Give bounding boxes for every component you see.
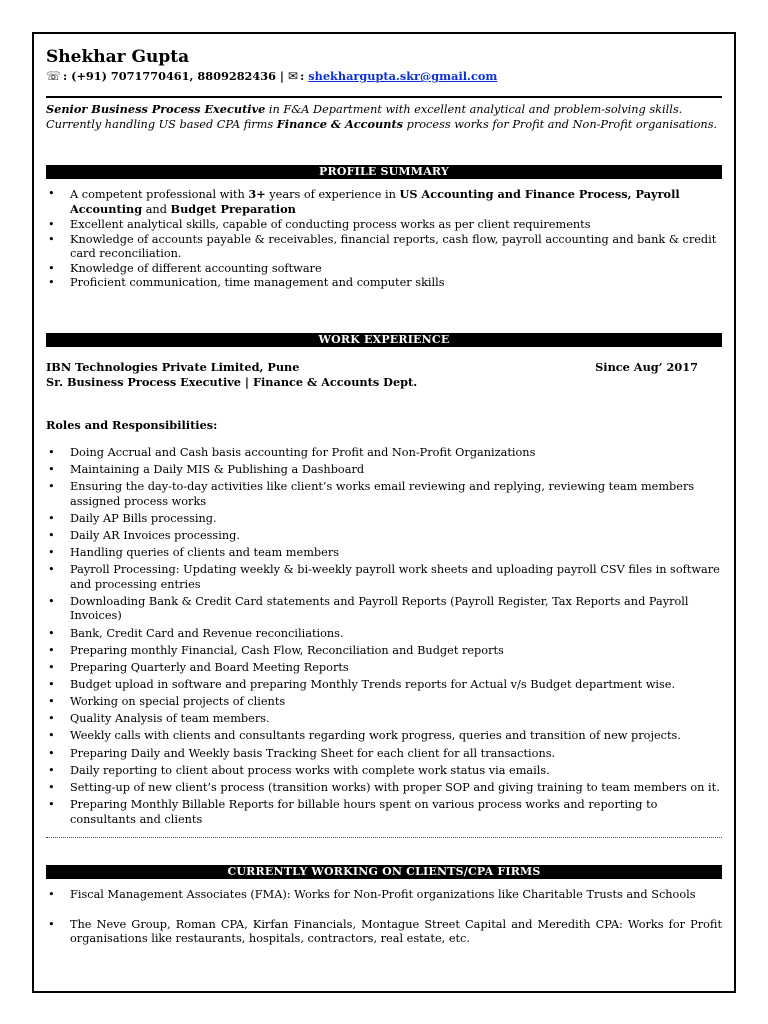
list-item: • A competent professional with 3+ years of experience in US Accounting and Finance Process, Payroll Accounting and Budget Preparation xyxy=(46,187,722,218)
section-divider xyxy=(46,837,722,838)
envelope-icon: ✉ xyxy=(288,69,299,83)
list-item: • Knowledge of different accounting software xyxy=(46,262,722,277)
profile-summary-list xyxy=(46,187,722,291)
job-header xyxy=(46,360,722,375)
list-item: • The Neve Group, Roman CPA, Kirfan Financials, Montague Street Capital and Meredith CPA: Works for Profit organisations like restaurants, hospitals, contractors, real estate, etc. xyxy=(46,918,722,947)
list-item: • Knowledge of accounts payable & receivables, financial reports, cash flow, payroll accounting and bank & credit card reconciliation. xyxy=(46,233,722,262)
list-item: • Doing Accrual and Cash basis accounting for Profit and Non-Profit Organizations xyxy=(46,446,722,461)
candidate-name: Shekhar Gupta xyxy=(46,47,190,67)
list-item: • Preparing monthly Financial, Cash Flow, Reconciliation and Budget reports xyxy=(46,644,722,659)
phone-numbers: : (+91) 7071770461, 8809282436 | xyxy=(63,69,285,83)
list-item: • Budget upload in software and preparing Monthly Trends reports for Actual v/s Budget department wise. xyxy=(46,678,722,693)
clients-list xyxy=(46,888,722,947)
resume-document xyxy=(46,46,722,947)
clients-heading: CURRENTLY WORKING ON CLIENTS/CPA FIRMS xyxy=(46,865,722,879)
job-start-date: Since Aug’ 2017 xyxy=(595,359,698,374)
list-item: • Ensuring the day-to-day activities like client’s works email reviewing and replying, reviewing team members assigned process works xyxy=(46,480,722,509)
list-item: • Bank, Credit Card and Revenue reconciliations. xyxy=(46,627,722,642)
company-name: IBN Technologies Private Limited, Pune xyxy=(46,359,300,374)
list-item: • Setting-up of new client’s process (transition works) with proper SOP and giving training to team members on it. xyxy=(46,781,722,796)
list-item: • Weekly calls with clients and consultants regarding work progress, queries and transition of new projects. xyxy=(46,729,722,744)
responsibilities-list xyxy=(46,446,722,828)
intro-text-1: in F&A Department with excellent analytical and problem-solving skills. Currently handling US based CPA firms xyxy=(46,102,683,132)
phone-icon: ☏ xyxy=(46,69,62,83)
intro-emphasis: Finance & Accounts xyxy=(276,117,404,132)
list-item: • Handling queries of clients and team members xyxy=(46,546,722,561)
list-item: • Proficient communication, time management and computer skills xyxy=(46,276,722,291)
list-item: • Maintaining a Daily MIS & Publishing a Dashboard xyxy=(46,463,722,478)
list-item: • Fiscal Management Associates (FMA): Works for Non-Profit organizations like Charitable Trusts and Schools xyxy=(46,888,722,903)
list-item: • Payroll Processing: Updating weekly & bi-weekly payroll work sheets and uploading payroll CSV files in software and processing entries xyxy=(46,563,722,592)
list-item: • Working on special projects of clients xyxy=(46,695,722,710)
list-item: • Excellent analytical skills, capable of conducting process works as per client requirements xyxy=(46,218,722,233)
contact-line xyxy=(46,69,722,84)
header-divider xyxy=(46,96,722,98)
list-item: • Downloading Bank & Credit Card statements and Payroll Reports (Payroll Register, Tax Reports and Payroll Invoices) xyxy=(46,595,722,624)
list-item: • Quality Analysis of team members. xyxy=(46,712,722,727)
job-title: Sr. Business Process Executive | Finance & Accounts Dept. xyxy=(46,374,418,389)
list-item: • Daily AR Invoices processing. xyxy=(46,529,722,544)
list-item: • Preparing Daily and Weekly basis Tracking Sheet for each client for all transactions. xyxy=(46,747,722,762)
intro-title: Senior Business Process Executive xyxy=(46,101,266,116)
intro-paragraph xyxy=(46,102,722,133)
list-item: • Daily reporting to client about process works with complete work status via emails. xyxy=(46,764,722,779)
roles-heading: Roles and Responsibilities: xyxy=(46,418,218,433)
list-item: • Preparing Monthly Billable Reports for billable hours spent on various process works and reporting to consultants and clients xyxy=(46,798,722,827)
email-separator: : xyxy=(300,69,305,83)
list-item: • Preparing Quarterly and Board Meeting Reports xyxy=(46,661,722,676)
work-experience-heading: WORK EXPERIENCE xyxy=(46,333,722,347)
list-item: • Daily AP Bills processing. xyxy=(46,512,722,527)
intro-text-2: process works for Profit and Non-Profit organisations. xyxy=(403,118,718,132)
email-link[interactable]: shekhargupta.skr@gmail.com xyxy=(308,69,498,83)
profile-summary-heading: PROFILE SUMMARY xyxy=(46,165,722,179)
